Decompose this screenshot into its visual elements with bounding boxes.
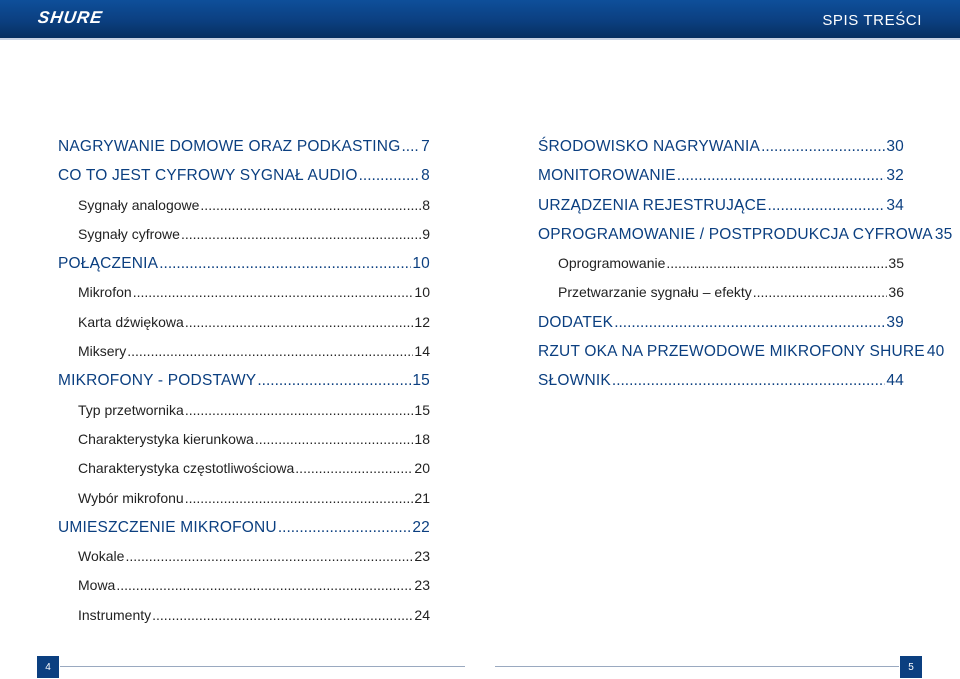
toc-entry-title: CO TO JEST CYFROWY SYGNAŁ AUDIO bbox=[58, 167, 358, 185]
toc-page-number: 7 bbox=[421, 138, 430, 155]
toc-chapter-entry[interactable] bbox=[538, 372, 904, 401]
toc-subsection-entry[interactable] bbox=[58, 314, 430, 343]
toc-subsection-entry[interactable] bbox=[538, 284, 904, 313]
toc-entry-title: Wybór mikrofonu bbox=[78, 489, 184, 506]
toc-page-number: 10 bbox=[414, 284, 430, 301]
toc-entry-title: Sygnały analogowe bbox=[78, 196, 200, 213]
toc-entry-title: Charakterystyka częstotliwościowa bbox=[78, 460, 295, 477]
toc-subsection-entry[interactable] bbox=[58, 577, 430, 606]
dot-leader bbox=[181, 226, 421, 242]
toc-page-number: 8 bbox=[422, 196, 430, 213]
toc-entry-title: UMIESZCZENIE MIKROFONU bbox=[58, 518, 277, 536]
toc-chapter-entry[interactable] bbox=[538, 225, 953, 255]
dot-leader bbox=[295, 460, 413, 476]
toc-subsection-entry[interactable] bbox=[58, 431, 430, 460]
toc-entry-title: Karta dźwiękowa bbox=[78, 313, 184, 330]
toc-page-number: 10 bbox=[412, 255, 430, 273]
toc-page-number: 15 bbox=[412, 372, 430, 390]
toc-subsection-entry[interactable] bbox=[58, 460, 430, 489]
page-number-left: 4 bbox=[37, 656, 59, 678]
toc-subsection-entry[interactable] bbox=[58, 343, 430, 372]
toc-entry-title: Wokale bbox=[78, 548, 125, 565]
toc-chapter-entry[interactable] bbox=[58, 138, 430, 167]
page-number-right: 5 bbox=[900, 656, 922, 678]
top-banner bbox=[0, 0, 960, 38]
toc-page-number: 30 bbox=[886, 138, 904, 155]
toc-chapter-entry[interactable] bbox=[538, 138, 904, 167]
toc-page-number: 44 bbox=[886, 372, 904, 390]
toc-page-number: 15 bbox=[414, 401, 430, 418]
dot-leader bbox=[677, 167, 886, 185]
toc-chapter-entry[interactable] bbox=[538, 343, 945, 372]
toc-page-number: 23 bbox=[414, 577, 430, 594]
toc-page-number: 35 bbox=[888, 255, 904, 272]
toc-entry-title: Mowa bbox=[78, 577, 116, 594]
toc-entry-title: SŁOWNIK bbox=[538, 372, 611, 390]
dot-leader bbox=[152, 607, 413, 623]
toc-page-number: 23 bbox=[414, 548, 430, 565]
toc-entry-title: NAGRYWANIE DOMOWE ORAZ PODKASTING bbox=[58, 138, 401, 155]
toc-right-column bbox=[538, 138, 953, 402]
toc-page-number: 20 bbox=[414, 460, 430, 477]
toc-page-number: 34 bbox=[886, 196, 904, 214]
toc-entry-title: POŁĄCZENIA bbox=[58, 255, 159, 273]
toc-entry-title: ŚRODOWISKO NAGRYWANIA bbox=[538, 138, 761, 155]
dot-leader bbox=[127, 343, 413, 359]
toc-page-number: 32 bbox=[886, 167, 904, 185]
toc-entry-title: Oprogramowanie bbox=[558, 255, 666, 272]
toc-page-number: 9 bbox=[422, 225, 430, 242]
dot-leader bbox=[125, 548, 413, 564]
toc-entry-title: URZĄDZENIA REJESTRUJĄCE bbox=[538, 196, 767, 214]
toc-chapter-entry[interactable] bbox=[538, 314, 904, 343]
toc-subsection-entry[interactable] bbox=[58, 607, 430, 636]
dot-leader bbox=[255, 431, 414, 447]
toc-entry-title: Instrumenty bbox=[78, 606, 152, 623]
dot-leader bbox=[185, 314, 414, 330]
dot-leader bbox=[257, 372, 411, 390]
header-divider bbox=[0, 38, 960, 40]
toc-chapter-entry[interactable] bbox=[58, 372, 430, 401]
toc-entry-title: Miksery bbox=[78, 343, 127, 360]
dot-leader bbox=[614, 314, 885, 332]
toc-chapter-entry[interactable] bbox=[58, 519, 430, 548]
toc-subsection-entry[interactable] bbox=[58, 197, 430, 226]
toc-page-number: 22 bbox=[412, 518, 430, 536]
toc-page-number: 35 bbox=[934, 225, 953, 243]
toc-entry-title: Mikrofon bbox=[78, 284, 132, 301]
toc-page-number: 24 bbox=[414, 606, 430, 623]
footer-divider-right bbox=[495, 666, 899, 667]
toc-subsection-entry[interactable] bbox=[58, 284, 430, 313]
dot-leader bbox=[401, 138, 420, 156]
toc-subsection-entry[interactable] bbox=[58, 226, 430, 255]
toc-chapter-entry[interactable] bbox=[538, 197, 904, 226]
toc-entry-title: Charakterystyka kierunkowa bbox=[78, 430, 254, 447]
dot-leader bbox=[133, 284, 414, 300]
toc-subsection-entry[interactable] bbox=[538, 255, 904, 284]
toc-entry-title: RZUT OKA NA PRZEWODOWE MIKROFONY SHURE bbox=[538, 343, 925, 361]
dot-leader bbox=[359, 167, 421, 185]
dot-leader bbox=[185, 490, 414, 506]
toc-page-number: 14 bbox=[414, 343, 430, 360]
toc-chapter-entry[interactable] bbox=[58, 167, 430, 196]
dot-leader bbox=[159, 255, 411, 273]
toc-entry-title: MONITOROWANIE bbox=[538, 167, 676, 185]
toc-page-number: 39 bbox=[886, 313, 904, 331]
toc-page-number: 8 bbox=[421, 167, 430, 185]
toc-page-number: 12 bbox=[414, 313, 430, 330]
toc-entry-title: DODATEK bbox=[538, 313, 614, 331]
dot-leader bbox=[666, 255, 887, 271]
toc-chapter-entry[interactable] bbox=[538, 167, 904, 196]
shure-logo: SHURE bbox=[36, 8, 104, 27]
toc-page-number: 21 bbox=[414, 489, 430, 506]
toc-entry-title: OPROGRAMOWANIE / POSTPRODUKCJA CYFROWA bbox=[538, 225, 933, 243]
toc-subsection-entry[interactable] bbox=[58, 402, 430, 431]
toc-page-number: 36 bbox=[888, 284, 904, 301]
footer-divider-left bbox=[60, 666, 465, 667]
dot-leader bbox=[200, 197, 421, 213]
toc-chapter-entry[interactable] bbox=[58, 255, 430, 284]
toc-left-column bbox=[58, 138, 430, 636]
toc-page-number: 40 bbox=[926, 343, 945, 361]
toc-subsection-entry[interactable] bbox=[58, 548, 430, 577]
dot-leader bbox=[278, 519, 412, 537]
dot-leader bbox=[612, 372, 885, 390]
toc-entry-title: Sygnały cyfrowe bbox=[78, 225, 180, 242]
toc-entry-title: MIKROFONY - PODSTAWY bbox=[58, 372, 257, 390]
dot-leader bbox=[753, 284, 888, 300]
toc-page-number: 18 bbox=[414, 430, 430, 447]
dot-leader bbox=[116, 577, 413, 593]
section-title: SPIS TREŚCI bbox=[822, 12, 922, 29]
toc-subsection-entry[interactable] bbox=[58, 490, 430, 519]
toc-entry-title: Typ przetwornika bbox=[78, 401, 184, 418]
dot-leader bbox=[761, 138, 885, 156]
dot-leader bbox=[768, 197, 886, 215]
dot-leader bbox=[185, 402, 414, 418]
toc-entry-title: Przetwarzanie sygnału – efekty bbox=[558, 284, 752, 301]
